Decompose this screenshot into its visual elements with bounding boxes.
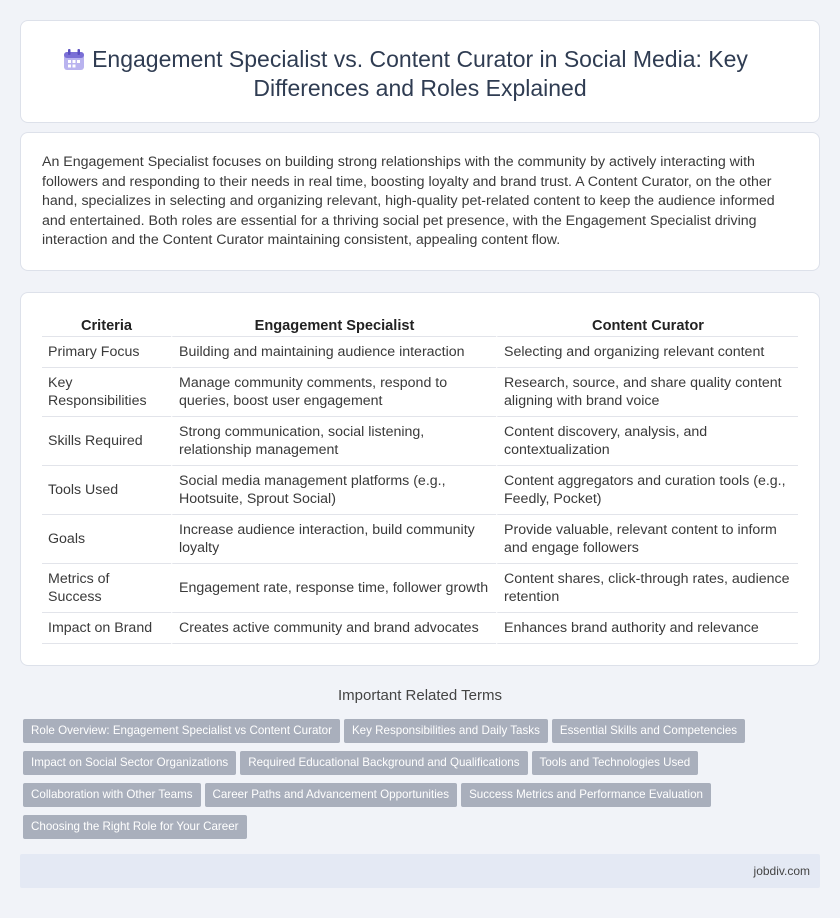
related-terms-list (23, 719, 803, 847)
engagement-cell: Strong communication, social listening, relationship management (171, 417, 496, 466)
table-row (42, 466, 798, 515)
page-title: Engagement Specialist vs. Content Curator in Social Media: Key Differences and Roles Explained (92, 46, 748, 101)
intro-card (20, 132, 820, 271)
table-header-row (42, 315, 798, 337)
table-row (42, 368, 798, 417)
criteria-cell: Primary Focus (42, 337, 171, 368)
curator-cell: Research, source, and share quality content aligning with brand voice (496, 368, 798, 417)
engagement-cell: Creates active community and brand advocates (171, 613, 496, 644)
criteria-cell: Impact on Brand (42, 613, 171, 644)
related-term-tag[interactable]: Required Educational Background and Qualifications (240, 751, 527, 775)
related-term-tag[interactable]: Success Metrics and Performance Evaluation (461, 783, 711, 807)
related-term-tag[interactable]: Essential Skills and Competencies (552, 719, 745, 743)
footer-bar (20, 854, 820, 888)
engagement-cell: Engagement rate, response time, follower growth (171, 564, 496, 613)
criteria-cell: Goals (42, 515, 171, 564)
related-term-tag[interactable]: Tools and Technologies Used (532, 751, 699, 775)
related-term-tag[interactable]: Impact on Social Sector Organizations (23, 751, 236, 775)
related-terms-heading: Important Related Terms (338, 687, 502, 704)
header-content-curator: Content Curator (496, 315, 798, 337)
related-term-tag[interactable]: Career Paths and Advancement Opportunities (205, 783, 458, 807)
table-row (42, 613, 798, 644)
criteria-cell: Tools Used (42, 466, 171, 515)
comparison-card (20, 292, 820, 666)
related-term-tag[interactable]: Choosing the Right Role for Your Career (23, 815, 247, 839)
header-card (20, 20, 820, 123)
criteria-cell: Key Responsibilities (42, 368, 171, 417)
related-term-tag[interactable]: Key Responsibilities and Daily Tasks (344, 719, 548, 743)
curator-cell: Content discovery, analysis, and contextualization (496, 417, 798, 466)
related-term-tag[interactable]: Collaboration with Other Teams (23, 783, 201, 807)
curator-cell: Provide valuable, relevant content to inform and engage followers (496, 515, 798, 564)
header-engagement-specialist: Engagement Specialist (171, 315, 496, 337)
intro-text: An Engagement Specialist focuses on building strong relationships with the community by actively interacting with followers and responding to their needs in real time, boosting loyalty and brand trust. A Content Curator, on the other hand, specializes in selecting and organizing relevant, high-quality pet-related content to keep the audience informed and entertained. Both roles are essential for a thriving social pet presence, with the Engagement Specialist driving interaction and the Content Curator maintaining consistent, appealing content flow. (42, 154, 775, 249)
criteria-cell: Metrics of Success (42, 564, 171, 613)
related-term-tag[interactable]: Role Overview: Engagement Specialist vs Content Curator (23, 719, 340, 743)
engagement-cell: Increase audience interaction, build community loyalty (171, 515, 496, 564)
footer-site-link[interactable]: jobdiv.com (753, 864, 810, 878)
engagement-cell: Building and maintaining audience interaction (171, 337, 496, 368)
criteria-cell: Skills Required (42, 417, 171, 466)
curator-cell: Selecting and organizing relevant content (496, 337, 798, 368)
comparison-table (42, 315, 798, 644)
table-row (42, 417, 798, 466)
table-row (42, 564, 798, 613)
header-criteria: Criteria (42, 315, 171, 337)
engagement-cell: Manage community comments, respond to queries, boost user engagement (171, 368, 496, 417)
table-row (42, 515, 798, 564)
curator-cell: Content shares, click-through rates, audience retention (496, 564, 798, 613)
table-row (42, 337, 798, 368)
engagement-cell: Social media management platforms (e.g., Hootsuite, Sprout Social) (171, 466, 496, 515)
curator-cell: Enhances brand authority and relevance (496, 613, 798, 644)
curator-cell: Content aggregators and curation tools (e.g., Feedly, Pocket) (496, 466, 798, 515)
